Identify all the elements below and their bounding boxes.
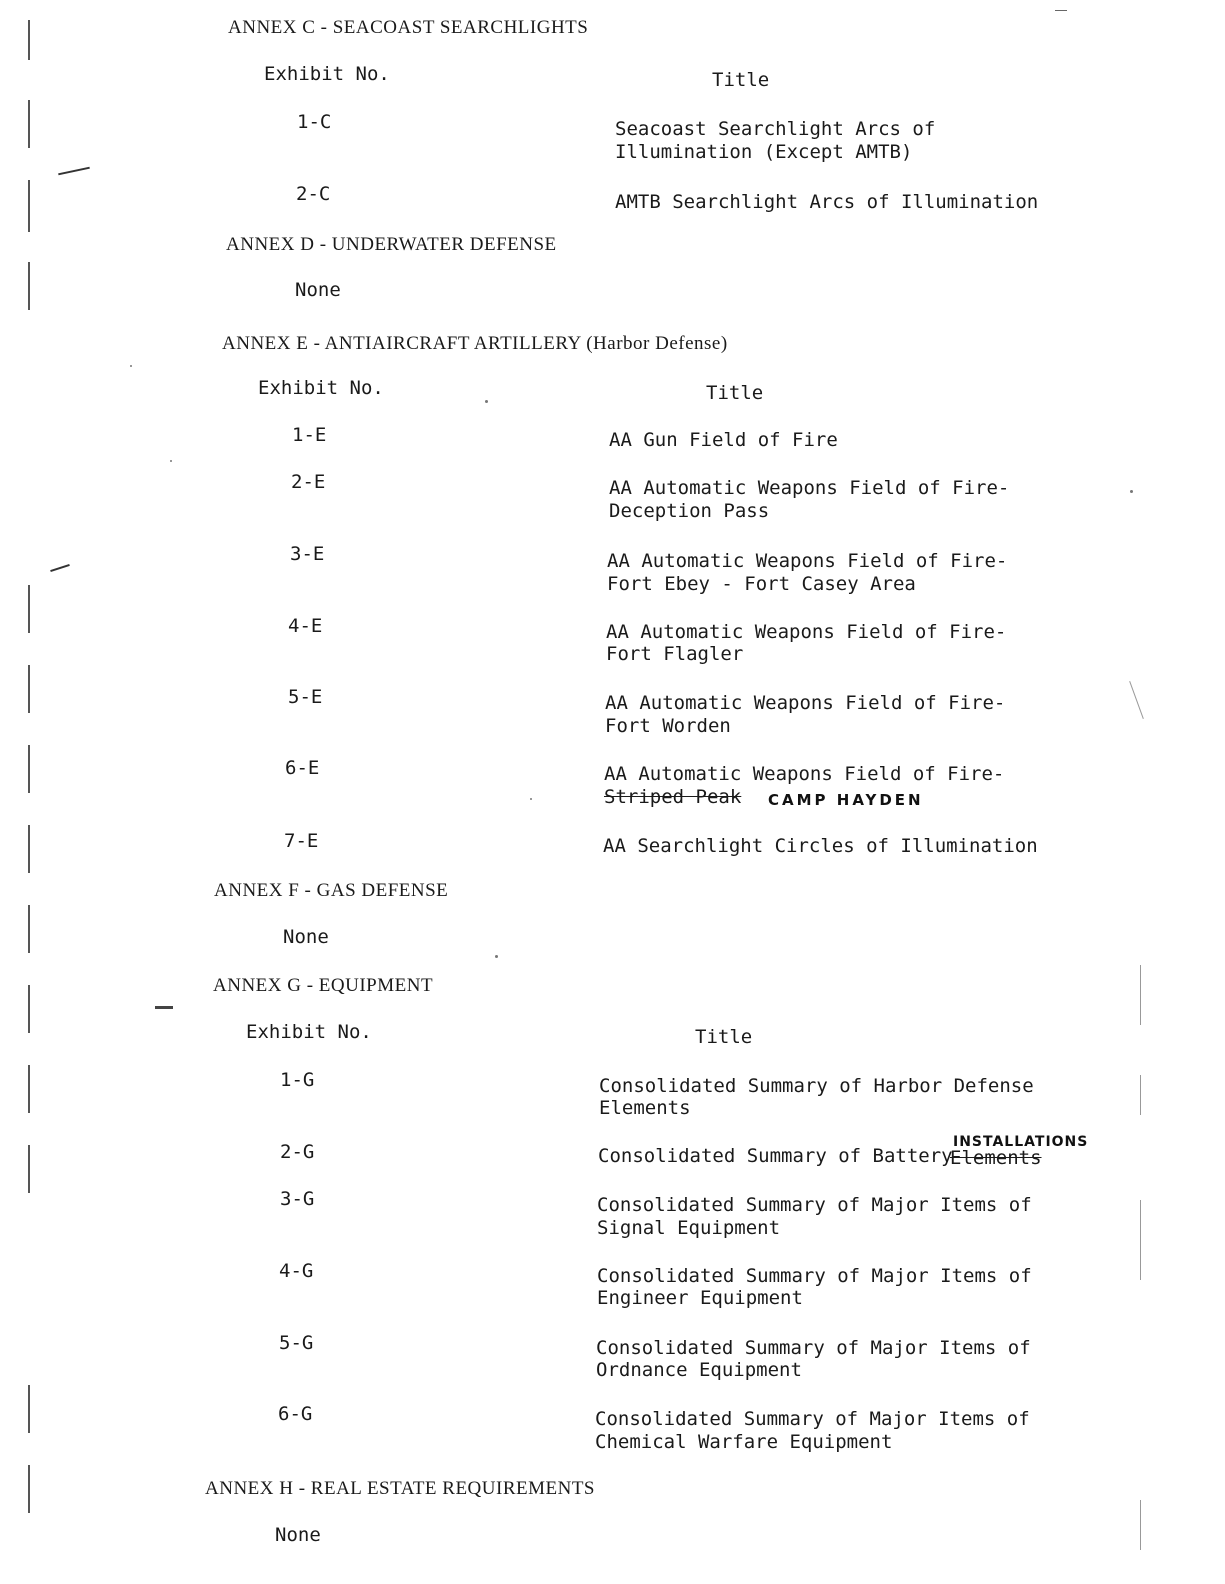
exhibit-title: Engineer Equipment <box>597 1287 803 1309</box>
exhibit-title: Consolidated Summary of Harbor Defense <box>599 1075 1034 1097</box>
edge-mark <box>1140 965 1141 1025</box>
speck <box>485 400 488 403</box>
speck <box>530 798 532 800</box>
column-header-title: Title <box>712 69 770 91</box>
speck <box>1130 490 1133 493</box>
exhibit-title: AA Automatic Weapons Field of Fire- <box>609 477 1010 499</box>
struck-text: Striped Peak <box>604 786 742 808</box>
exhibit-number: 2-C <box>296 183 331 205</box>
exhibit-title: Consolidated Summary of Major Items of <box>596 1337 1031 1359</box>
annex-heading: ANNEX E - ANTIAIRCRAFT ARTILLERY (Harbor Defense) <box>222 333 728 354</box>
exhibit-title: Fort Ebey - Fort Casey Area <box>607 573 916 595</box>
exhibit-title: Consolidated Summary of Major Items of <box>595 1408 1030 1430</box>
exhibit-title: Consolidated Summary of Major Items of <box>597 1265 1032 1287</box>
exhibit-title: Illumination (Except AMTB) <box>615 141 913 163</box>
binder-mark <box>28 20 30 60</box>
speck <box>130 365 132 367</box>
column-header-exhibit: Exhibit No. <box>264 63 390 85</box>
exhibit-number: 6-E <box>285 757 320 779</box>
binder-mark <box>28 1385 30 1433</box>
edge-mark <box>1140 1075 1141 1115</box>
exhibit-title: AA Automatic Weapons Field of Fire- <box>604 763 1005 785</box>
exhibit-title: Fort Worden <box>605 715 731 737</box>
column-header-exhibit: Exhibit No. <box>246 1021 372 1043</box>
binder-mark <box>28 905 30 953</box>
exhibit-title: AA Searchlight Circles of Illumination <box>603 835 1038 857</box>
edge-mark <box>1055 10 1067 11</box>
column-header-title: Title <box>695 1026 753 1048</box>
speck <box>495 955 498 958</box>
annex-body: None <box>275 1524 321 1546</box>
scan-artifact <box>155 1006 173 1009</box>
annex-heading: ANNEX H - REAL ESTATE REQUIREMENTS <box>205 1478 595 1499</box>
exhibit-title: AA Gun Field of Fire <box>609 429 838 451</box>
scan-artifact <box>50 564 70 572</box>
exhibit-number: 1-E <box>292 424 327 446</box>
binder-mark <box>28 585 30 633</box>
exhibit-title: Deception Pass <box>609 500 770 522</box>
exhibit-number: 5-E <box>288 686 323 708</box>
binder-mark <box>28 1465 30 1513</box>
binder-mark <box>28 1065 30 1113</box>
column-header-title: Title <box>706 382 764 404</box>
binder-mark <box>28 180 30 232</box>
annex-body: None <box>283 926 329 948</box>
exhibit-number: 6-G <box>278 1403 313 1425</box>
exhibit-title: Consolidated Summary of Battery <box>598 1145 965 1167</box>
binder-mark <box>28 100 30 148</box>
binder-mark <box>28 825 30 873</box>
annex-heading: ANNEX C - SEACOAST SEARCHLIGHTS <box>228 17 589 38</box>
binder-mark <box>28 665 30 713</box>
annex-heading: ANNEX D - UNDERWATER DEFENSE <box>226 234 557 255</box>
exhibit-title: AMTB Searchlight Arcs of Illumination <box>615 191 1039 213</box>
exhibit-title: Fort Flagler <box>606 643 744 665</box>
binder-mark <box>28 262 30 310</box>
exhibit-title: Seacoast Searchlight Arcs of <box>615 118 936 140</box>
exhibit-number: 1-G <box>280 1069 315 1091</box>
exhibit-number: 3-E <box>290 543 325 565</box>
binder-mark <box>28 1145 30 1193</box>
struck-text: Elements <box>950 1147 1042 1169</box>
exhibit-title: Chemical Warfare Equipment <box>595 1431 893 1453</box>
handwritten-correction: CAMP HAYDEN <box>768 791 924 809</box>
exhibit-title: AA Automatic Weapons Field of Fire- <box>607 550 1008 572</box>
edge-mark <box>1140 1200 1141 1280</box>
exhibit-title: Elements <box>599 1097 691 1119</box>
edge-mark <box>1140 1500 1141 1550</box>
exhibit-number: 5-G <box>279 1332 314 1354</box>
annex-heading: ANNEX G - EQUIPMENT <box>213 975 434 996</box>
exhibit-number: 4-E <box>288 615 323 637</box>
exhibit-number: 4-G <box>279 1260 314 1282</box>
speck <box>170 460 172 462</box>
edge-mark <box>1129 681 1144 719</box>
column-header-exhibit: Exhibit No. <box>258 377 384 399</box>
exhibit-title: Consolidated Summary of Major Items of <box>597 1194 1032 1216</box>
scan-artifact <box>58 167 90 176</box>
exhibit-number: 2-G <box>280 1141 315 1163</box>
exhibit-number: 1-C <box>297 111 332 133</box>
exhibit-title: Ordnance Equipment <box>596 1359 802 1381</box>
exhibit-title: AA Automatic Weapons Field of Fire- <box>606 621 1007 643</box>
exhibit-title: AA Automatic Weapons Field of Fire- <box>605 692 1006 714</box>
annex-heading: ANNEX F - GAS DEFENSE <box>214 880 449 901</box>
exhibit-number: 2-E <box>291 471 326 493</box>
exhibit-title: Signal Equipment <box>597 1217 781 1239</box>
exhibit-number: 7-E <box>284 830 319 852</box>
handwritten-correction: INSTALLATIONS <box>953 1134 1089 1150</box>
exhibit-number: 3-G <box>280 1188 315 1210</box>
binder-mark <box>28 745 30 793</box>
binder-mark <box>28 985 30 1033</box>
annex-body: None <box>295 279 341 301</box>
